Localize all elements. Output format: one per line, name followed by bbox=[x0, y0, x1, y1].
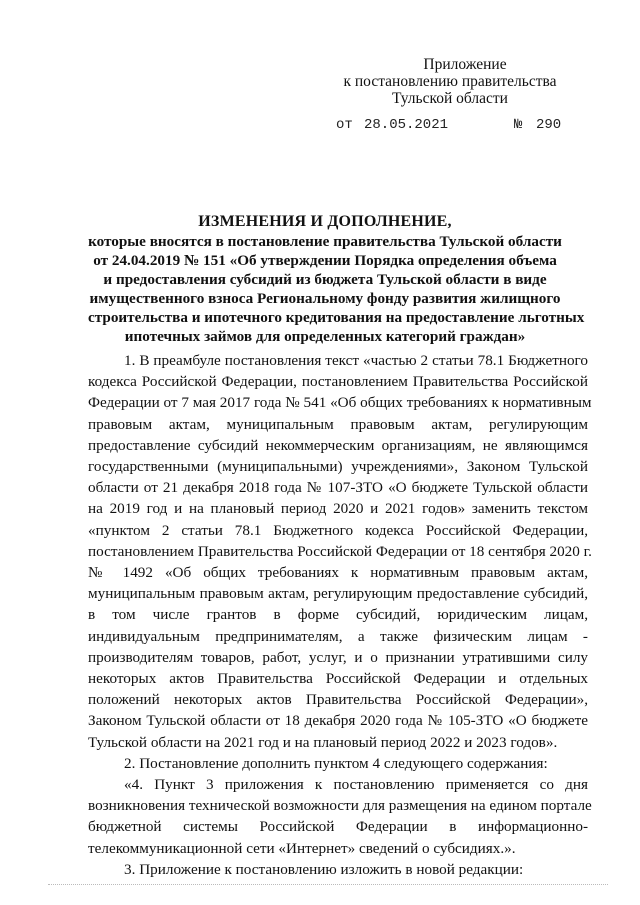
text-line: 3. Приложение к постановлению изложить в новой редакции: bbox=[124, 860, 524, 878]
text-line: государственными (муниципальными) учреждениями», Законом Тульской bbox=[88, 458, 588, 476]
registration-number: 290 bbox=[536, 117, 562, 133]
text-line: производителям товаров, работ, услуг, и о признании утратившими силу bbox=[88, 648, 588, 666]
text-line: телекоммуникационной сети «Интернет» сведений о субсидиях.». bbox=[88, 839, 516, 857]
paragraph-2 bbox=[88, 753, 588, 774]
paragraph-3 bbox=[88, 774, 592, 859]
text-line: некоторых актов Правительства Российской Федерации и отдельных bbox=[88, 670, 588, 688]
text-line: кодекса Российской Федерации, постановлением Правительства Российской bbox=[88, 373, 588, 391]
text-line: Федерации от 7 мая 2017 года № 541 «Об общих требованиях к нормативным bbox=[88, 394, 592, 412]
text-line: на 2019 год и на плановый период 2020 и 2021 годов» заменить текстом bbox=[88, 500, 588, 518]
text-line: 1. В преамбуле постановления текст «частью 2 статьи 78.1 Бюджетного bbox=[124, 352, 588, 369]
registration-prefix: от bbox=[336, 117, 353, 133]
text-line: области от 21 декабря 2018 года № 107-ЗТО «О бюджете Тульской области bbox=[88, 479, 588, 497]
title-line: которые вносятся в постановление правительства Тульской области bbox=[88, 233, 562, 250]
title-line: и предоставления субсидий из бюджета Тульской области в виде bbox=[103, 271, 547, 288]
text-line: правовым актам, муниципальным правовым актам, регулирующим bbox=[88, 415, 588, 433]
text-line: № 1492 «Об общих требованиях к нормативным правовым актам, bbox=[88, 564, 588, 582]
title-heading: ИЗМЕНЕНИЯ И ДОПОЛНЕНИЕ, bbox=[198, 213, 452, 230]
document-body bbox=[88, 350, 592, 880]
approval-stamp bbox=[330, 56, 570, 107]
text-line: 2. Постановление дополнить пунктом 4 следующего содержания: bbox=[124, 754, 548, 772]
paragraph-4 bbox=[88, 859, 588, 880]
paragraph-1 bbox=[88, 350, 592, 753]
approval-line-1: Приложение bbox=[423, 56, 507, 73]
text-line: муниципальным правовым актам, регулирующим предоставление субсидий, bbox=[88, 585, 588, 603]
text-line: бюджетной системы Российской Федерации в информационно- bbox=[88, 818, 588, 836]
title-line: от 24.04.2019 № 151 «Об утверждении Порядка определения объема bbox=[93, 252, 557, 269]
text-line: в том числе грантов в форме субсидий, юридическим лицам, bbox=[88, 606, 588, 624]
text-line: возникновения технической возможности для размещения на едином портале bbox=[88, 797, 592, 815]
text-line: индивидуальным предпринимателям, а также физическим лицам - bbox=[88, 627, 588, 645]
text-line: «пунктом 2 статьи 78.1 Бюджетного кодекса Российской Федерации, bbox=[88, 521, 588, 539]
approval-line-3: Тульской области bbox=[392, 90, 508, 107]
title-line: имущественного взноса Региональному фонду развития жилищного bbox=[89, 290, 561, 307]
registration-number-sign: № bbox=[514, 117, 523, 133]
scan-edge-divider bbox=[48, 884, 608, 885]
title-line: строительства и ипотечного кредитования на предоставление льготных bbox=[88, 309, 585, 326]
text-line: Тульской области на 2021 год и на плановый период 2022 и 2023 годов». bbox=[88, 733, 558, 751]
registration-date: 28.05.2021 bbox=[364, 117, 449, 133]
text-line: «4. Пункт 3 приложения к постановлению применяется со дня bbox=[124, 776, 588, 794]
approval-line-2: к постановлению правительства bbox=[343, 73, 557, 90]
document-title bbox=[88, 212, 585, 346]
title-line: ипотечных займов для определенных категорий граждан» bbox=[124, 328, 526, 345]
text-line: положений некоторых актов Правительства Российской Федерации», bbox=[88, 691, 588, 709]
text-line: Законом Тульской области от 18 декабря 2020 года № 105-ЗТО «О бюджете bbox=[88, 712, 588, 730]
text-line: предоставление субсидий некоммерческим организациям, не являющимся bbox=[88, 436, 588, 454]
text-line: постановлением Правительства Российской Федерации от 18 сентября 2020 г. bbox=[88, 542, 592, 560]
